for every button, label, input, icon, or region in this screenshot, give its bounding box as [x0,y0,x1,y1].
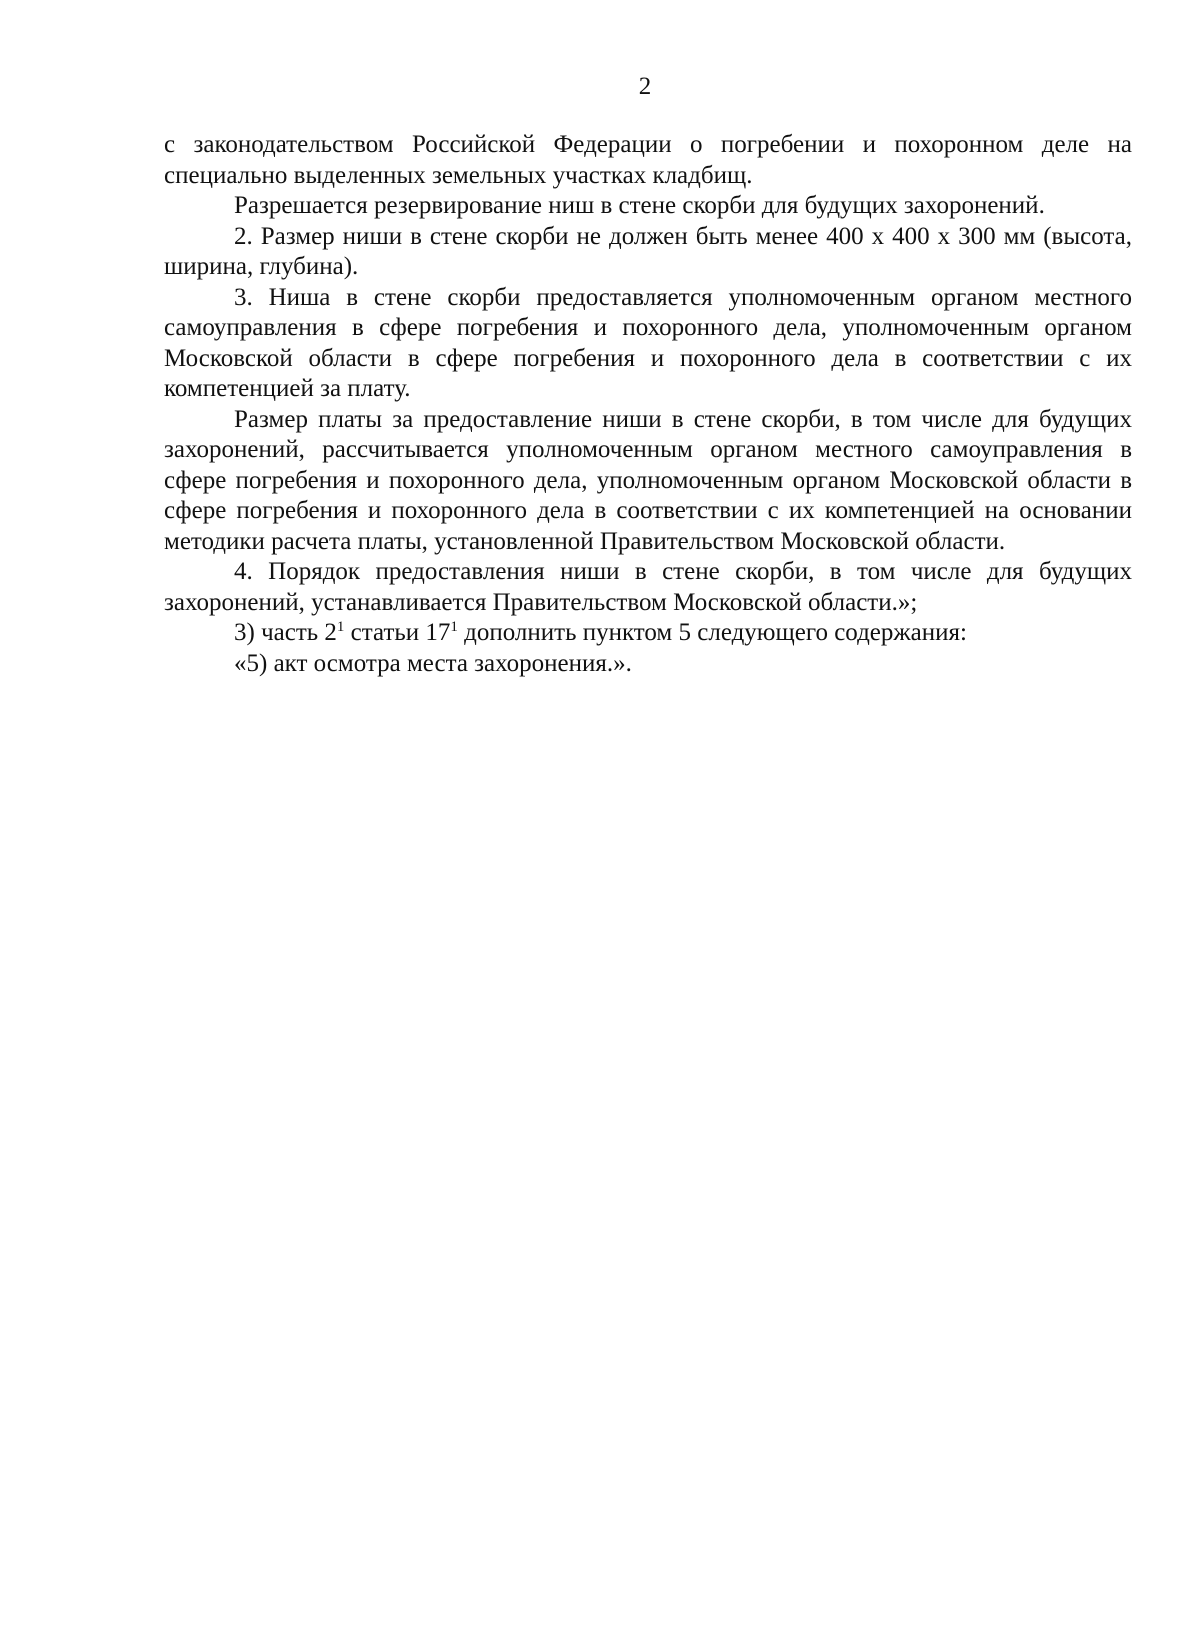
paragraph-amendment [164,618,1132,649]
paragraph-fee-size: Размер платы за предоставление ниши в стене скорби, в том числе для будущих захоронений, рассчитывается уполномоченным органом местного самоуправления в сфере погребения и похоронного дела, уполномоченным органом Московской области в сфере погребения и похоронного дела в соответствии с их компетенцией на основании методики расчета платы, установленной Правительством Московской области. [164,405,1132,555]
amendment-part-superscript: 1 [336,619,345,635]
amendment-rest: дополнить пунктом 5 следующего содержания: [457,619,967,646]
amendment-article: статьи 17 [344,619,451,646]
page-number: 2 [638,73,652,100]
paragraph-niche-provision: 3. Ниша в стене скорби предоставляется уполномоченным органом местного самоуправления в сфере погребения и похоронного дела, уполномоченным органом Московской области в сфере погребения и похоронного дела в соответствии с их компетенцией за плату. [164,283,1132,402]
paragraph-closing: «5) акт осмотра места захоронения.». [234,649,632,677]
amendment-part: 3) часть 2 [234,619,337,646]
paragraph-continuation: с законодательством Российской Федерации о погребении и похоронном деле на специально выделенных земельных участках кладбищ. [164,131,1132,189]
paragraph-reservation: Разрешается резервирование ниш в стене скорби для будущих захоронений. [234,192,1045,219]
paragraph-provision-procedure: 4. Порядок предоставления ниши в стене скорби, в том числе для будущих захоронений, устанавливается Правительством Московской области.»; [164,558,1132,616]
amendment-article-superscript: 1 [450,619,458,635]
document-body [164,130,1132,679]
paragraph-niche-size: 2. Размер ниши в стене скорби не должен быть менее 400 х 400 х 300 мм (высота, ширина, глубина). [164,222,1132,280]
